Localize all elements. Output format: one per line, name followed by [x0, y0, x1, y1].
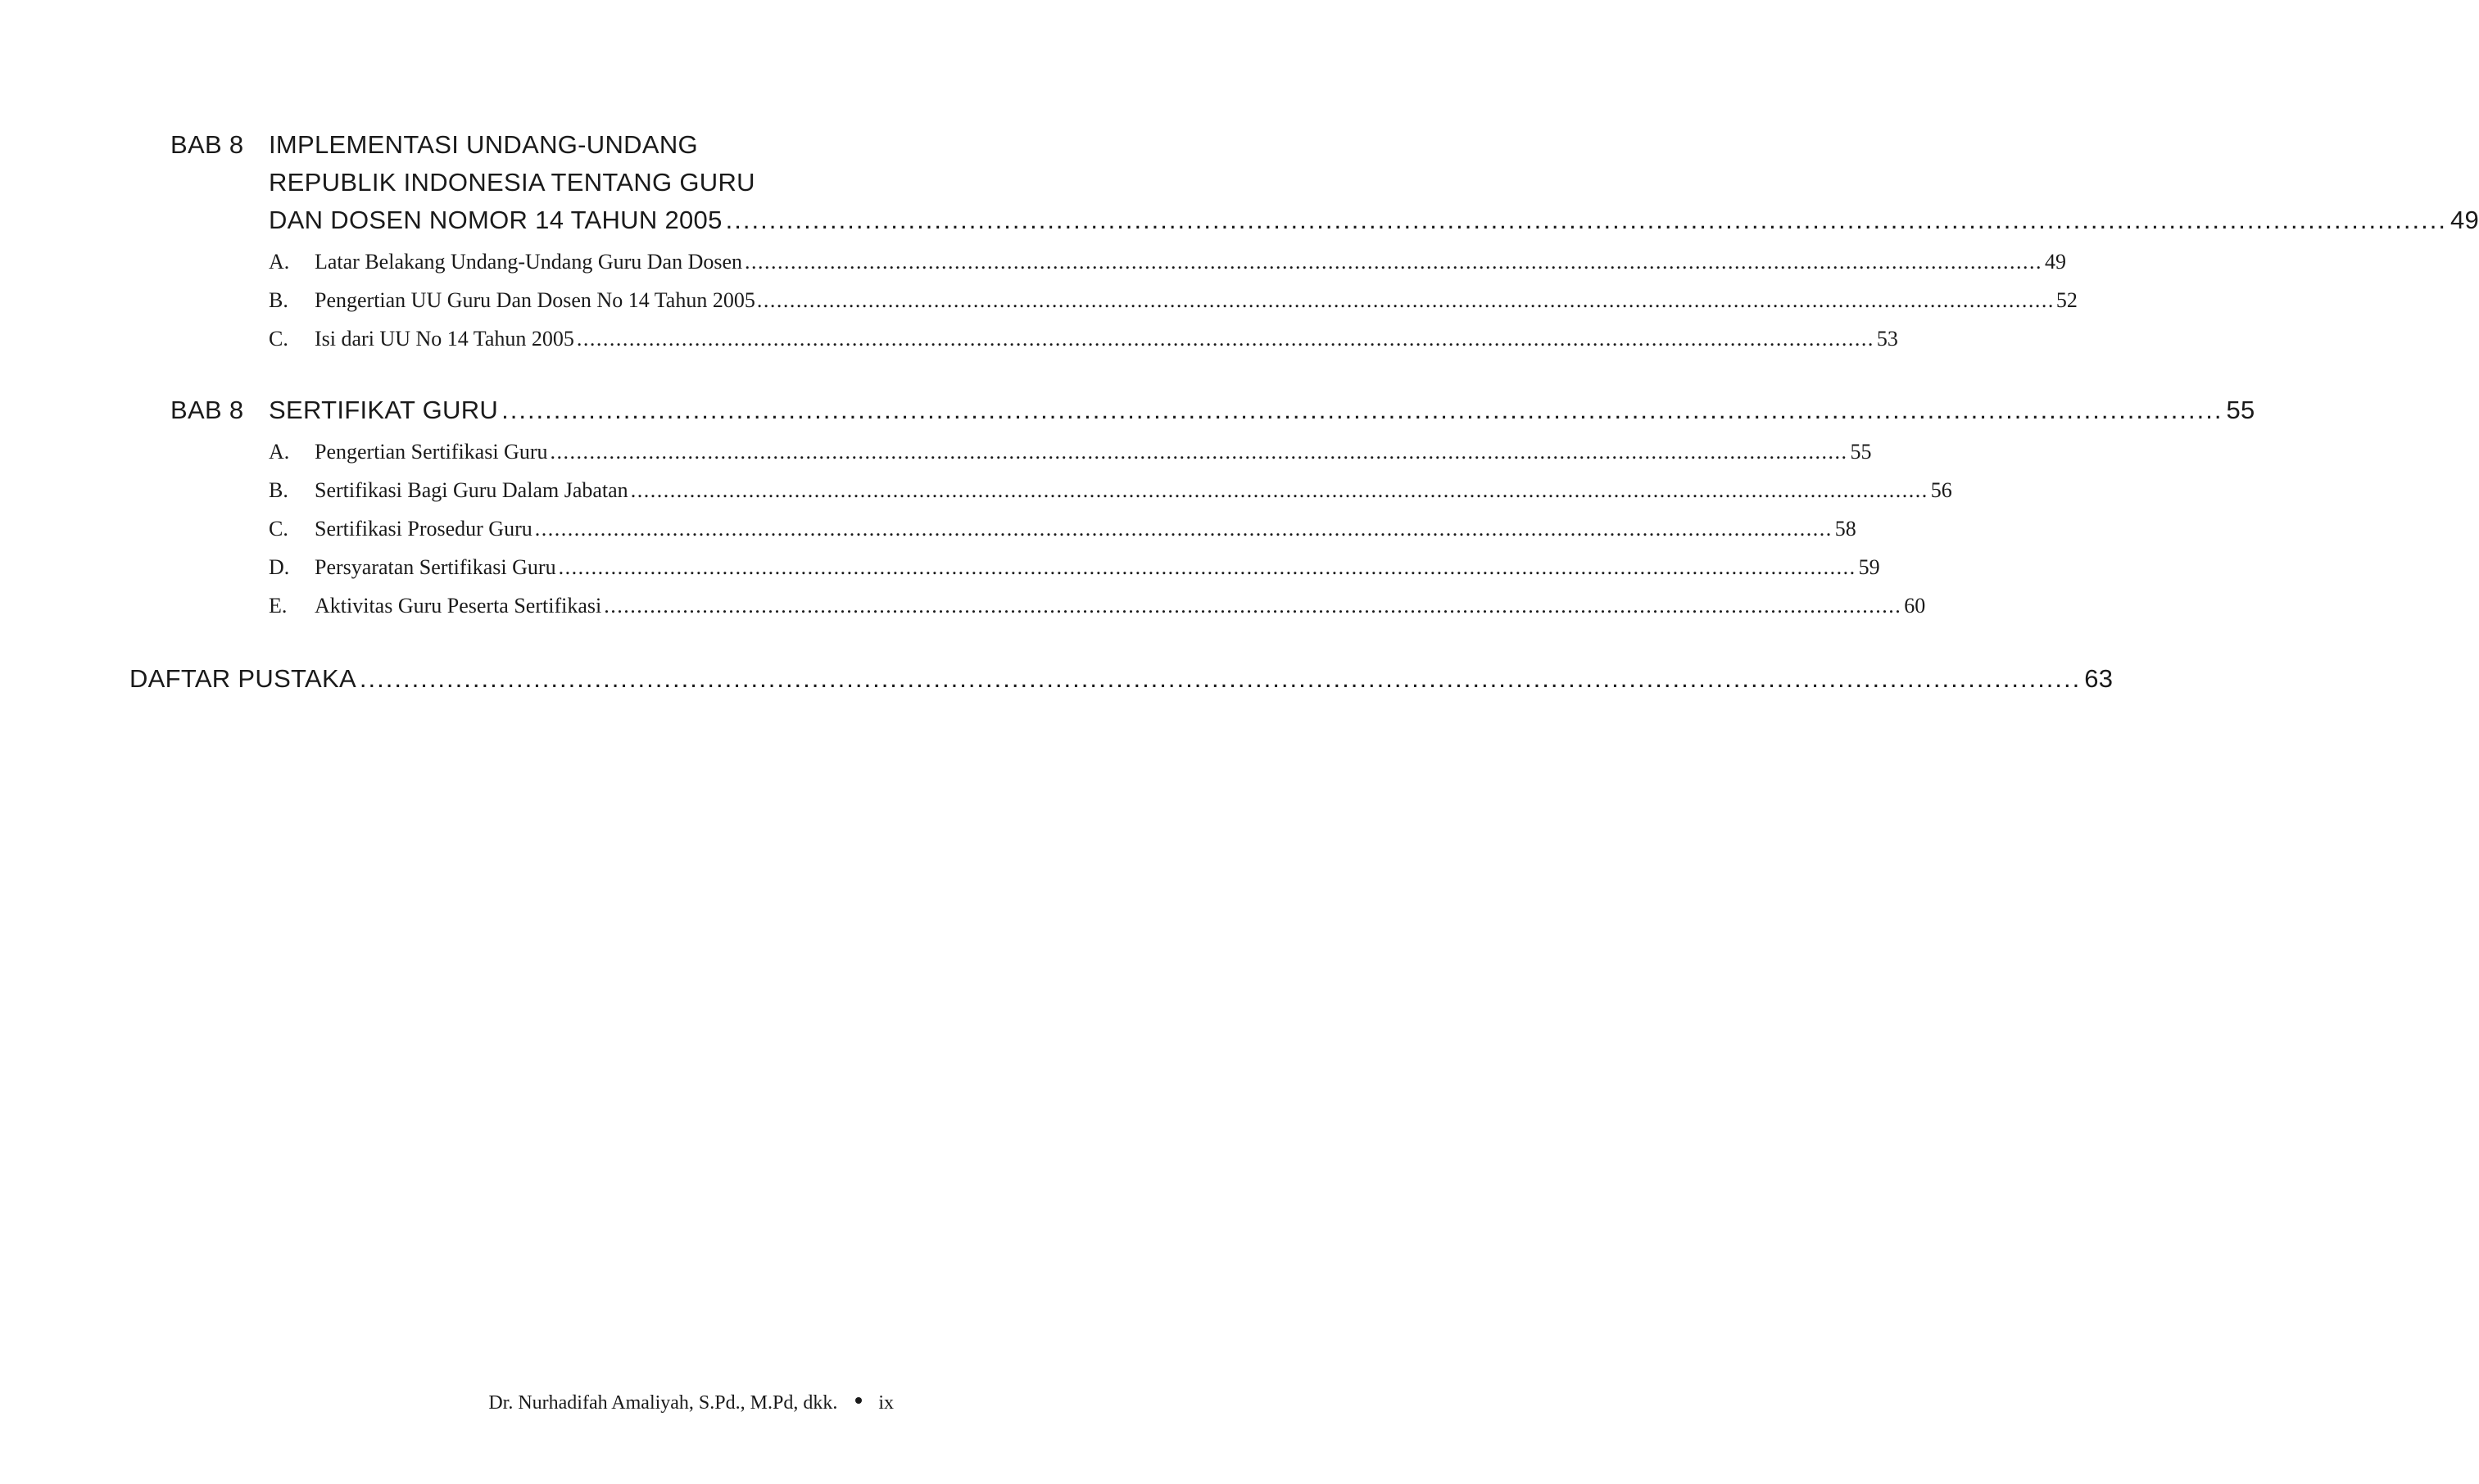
- bibliography-title: DAFTAR PUSTAKA: [129, 664, 356, 693]
- section-page-number: 58: [1834, 517, 1856, 541]
- section-page-number: 60: [1904, 594, 1926, 618]
- section-list: [269, 242, 2078, 358]
- chapter-title: [269, 126, 2479, 239]
- section-entry[interactable]: [269, 586, 1926, 625]
- chapter-title-line-with-page[interactable]: [269, 201, 2479, 239]
- section-letter: B.: [269, 478, 288, 502]
- section-title: Pengertian Sertifikasi Guru: [315, 440, 548, 464]
- dot-leader: [745, 242, 2042, 281]
- section-entry[interactable]: [269, 242, 2067, 281]
- section-title: Persyaratan Sertifikasi Guru: [315, 555, 556, 579]
- section-title: Aktivitas Guru Peserta Sertifikasi: [315, 594, 602, 618]
- section-page-number: 55: [1850, 440, 1872, 464]
- section-letter: C.: [269, 517, 288, 541]
- dot-leader: [559, 548, 1856, 586]
- chapter-entry: [170, 391, 2255, 625]
- chapter-title-line-with-page[interactable]: [269, 391, 2255, 429]
- chapter-label: BAB 8: [170, 130, 244, 159]
- chapter-page-number: 55: [2226, 396, 2255, 424]
- section-page-number: 56: [1930, 478, 1952, 502]
- section-letter: C.: [269, 327, 288, 351]
- dot-leader: [360, 660, 2081, 698]
- section-entry[interactable]: [269, 471, 1952, 509]
- section-entry[interactable]: [269, 432, 1872, 471]
- bibliography-entry[interactable]: [129, 660, 2114, 698]
- chapter-title-line: IMPLEMENTASI UNDANG-UNDANG: [269, 130, 698, 159]
- dot-leader: [577, 319, 1874, 358]
- chapter-title-line: DAN DOSEN NOMOR 14 TAHUN 2005: [269, 206, 723, 234]
- chapter-heading: [170, 391, 2255, 429]
- section-letter: A.: [269, 440, 290, 464]
- dot-leader: [631, 471, 1928, 509]
- footer-author: Dr. Nurhadifah Amaliyah, S.Pd., M.Pd, dkk.: [488, 1392, 838, 1414]
- chapter-label: BAB 8: [170, 396, 244, 424]
- bullet-icon: [855, 1397, 862, 1404]
- section-page-number: 59: [1858, 555, 1880, 579]
- dot-leader: [535, 509, 1833, 548]
- section-title: Isi dari UU No 14 Tahun 2005: [315, 327, 574, 351]
- chapter-title-line: REPUBLIK INDONESIA TENTANG GURU: [269, 168, 755, 197]
- section-page-number: 53: [1876, 327, 1898, 351]
- section-title: Latar Belakang Undang-Undang Guru Dan Dosen: [315, 250, 743, 274]
- chapter-page-number: 49: [2450, 206, 2479, 234]
- section-entry[interactable]: [269, 548, 1880, 586]
- section-title: Sertifikasi Bagi Guru Dalam Jabatan: [315, 478, 628, 502]
- bibliography-page-number: 63: [2084, 664, 2114, 693]
- dot-leader: [551, 432, 1848, 471]
- section-entry[interactable]: [269, 509, 1856, 548]
- chapter-title: [269, 391, 2255, 429]
- section-title: Pengertian UU Guru Dan Dosen No 14 Tahun 2005: [315, 288, 755, 312]
- section-entry[interactable]: [269, 281, 2078, 319]
- page-footer: [488, 1392, 894, 1414]
- section-page-number: 52: [2055, 288, 2078, 312]
- chapter-entry: [170, 126, 2479, 358]
- section-letter: A.: [269, 250, 290, 274]
- section-list: [269, 432, 1952, 625]
- section-letter: E.: [269, 594, 288, 618]
- chapter-heading: [170, 126, 2479, 239]
- dot-leader: [726, 201, 2447, 239]
- dot-leader: [757, 281, 2055, 319]
- footer-page-number: ix: [878, 1392, 894, 1414]
- section-title: Sertifikasi Prosedur Guru: [315, 517, 533, 541]
- dot-leader: [501, 391, 2223, 429]
- section-entry[interactable]: [269, 319, 1898, 358]
- chapter-title-line: SERTIFIKAT GURU: [269, 396, 499, 424]
- section-letter: B.: [269, 288, 288, 312]
- dot-leader: [604, 586, 1901, 625]
- section-page-number: 49: [2045, 250, 2067, 274]
- section-letter: D.: [269, 555, 290, 579]
